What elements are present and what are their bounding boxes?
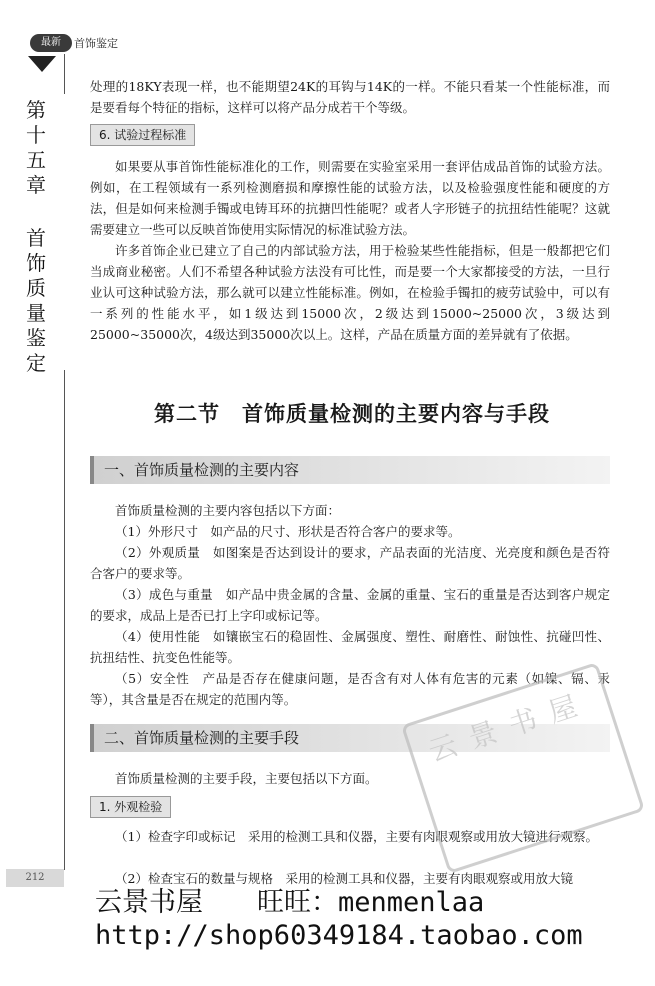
subsection-tag-6: 6. 试验过程标准 (90, 124, 195, 146)
paragraph-methods-intro: 首饰质量检测的主要手段，主要包括以下方面。 (115, 771, 378, 786)
chapter-number: 第十五章 (26, 98, 46, 197)
book-title: 首饰鉴定 (74, 37, 118, 50)
paragraph-test-methods: 如果要从事首饰性能标准化的工作，则需要在实验室采用一套评估成品首饰的试验方法。例如，在工程领域有一系列检测磨损和摩擦性能的试验方法，以及检验强度性能和硬度的方法，但是如何来检测手镯或电铸耳环的抗搪凹性能呢？或者人字形链子的抗扭结性能呢？这就需要建立一些可以反映首饰使用实际情况的标准试验方法。 (90, 159, 610, 237)
section-title: 第二节 首饰质量检测的主要内容与手段 (154, 402, 550, 426)
margin-rule-top (64, 54, 65, 94)
subsection-tag-1: 1. 外观检验 (90, 796, 171, 818)
paragraph-intro: 处理的18KY表现一样，也不能期望24K的耳钩与14K的一样。不能只看某一个性能标准，而是要看每个特征的指标，这样可以将产品分成若干个等级。 (90, 79, 610, 115)
page-number: 212 (6, 869, 64, 887)
watermark-line-1: 云景书屋 旺旺：menmenlaa (95, 887, 485, 918)
book-header (30, 34, 118, 52)
list-item-4: （4）使用性能 如镶嵌宝石的稳固性、金属强度、塑性、耐磨性、耐蚀性、抗碰凹性、抗扭结性、抗变色性能等。 (90, 629, 610, 665)
subsection-heading-content: 一、首饰质量检测的主要内容 (90, 456, 610, 484)
seal-stamp: 云景书屋 (401, 662, 645, 874)
list-item-3: （3）成色与重量 如产品中贵金属的含量、金属的重量、宝石的重量是否达到客户规定的要求，成品上是否已打上字印或标记等。 (90, 587, 610, 623)
paragraph-stamp-check: （1）检查字印或标记 采用的检测工具和仪器，主要有肉眼观察或用放大镜进行观察。 (115, 829, 598, 844)
list-item-1: （1）外形尺寸 如产品的尺寸、形状是否符合客户的要求等。 (115, 524, 461, 539)
list-item-5: （5）安全性 产品是否存在健康问题，是否含有对人体有危害的元素（如镍、镉、汞等），其含量是否在规定的范围内等。 (90, 671, 610, 707)
margin-rule-bottom (64, 370, 65, 870)
chapter-title: 首饰质量鉴定 (26, 226, 46, 375)
list-item-2: （2）外观质量 如图案是否达到设计的要求，产品表面的光洁度、光亮度和颜色是否符合客户的要求等。 (90, 545, 610, 581)
chapter-marker-icon (28, 56, 56, 72)
paragraph-gem-check: （2）检查宝石的数量与规格 采用的检测工具和仪器，主要有肉眼观察或用放大镜 (115, 871, 573, 886)
watermark-line-2: http://shop60349184.taobao.com (95, 920, 583, 951)
paragraph-internal-methods: 许多首饰企业已建立了自己的内部试验方法，用于检验某些性能指标，但是一般都把它们当成商业秘密。人们不希望各种试验方法没有可比性，而是要一个大家都接受的方法，一旦行业认可这种试验方法，那么就可以建立性能标准。例如，在检验手镯扣的疲劳试验中，可以有一系列的性能水平，如1级达到15000次，2级达到15000~25000次，3级达到25000~35000次，4级达到35000次以上。这样，产品在质量方面的差异就有了依据。 (90, 243, 610, 342)
book-logo: 最新 (30, 34, 72, 52)
paragraph-content-intro: 首饰质量检测的主要内容包括以下方面： (115, 503, 341, 518)
subsection-heading-methods: 二、首饰质量检测的主要手段 (90, 724, 610, 752)
